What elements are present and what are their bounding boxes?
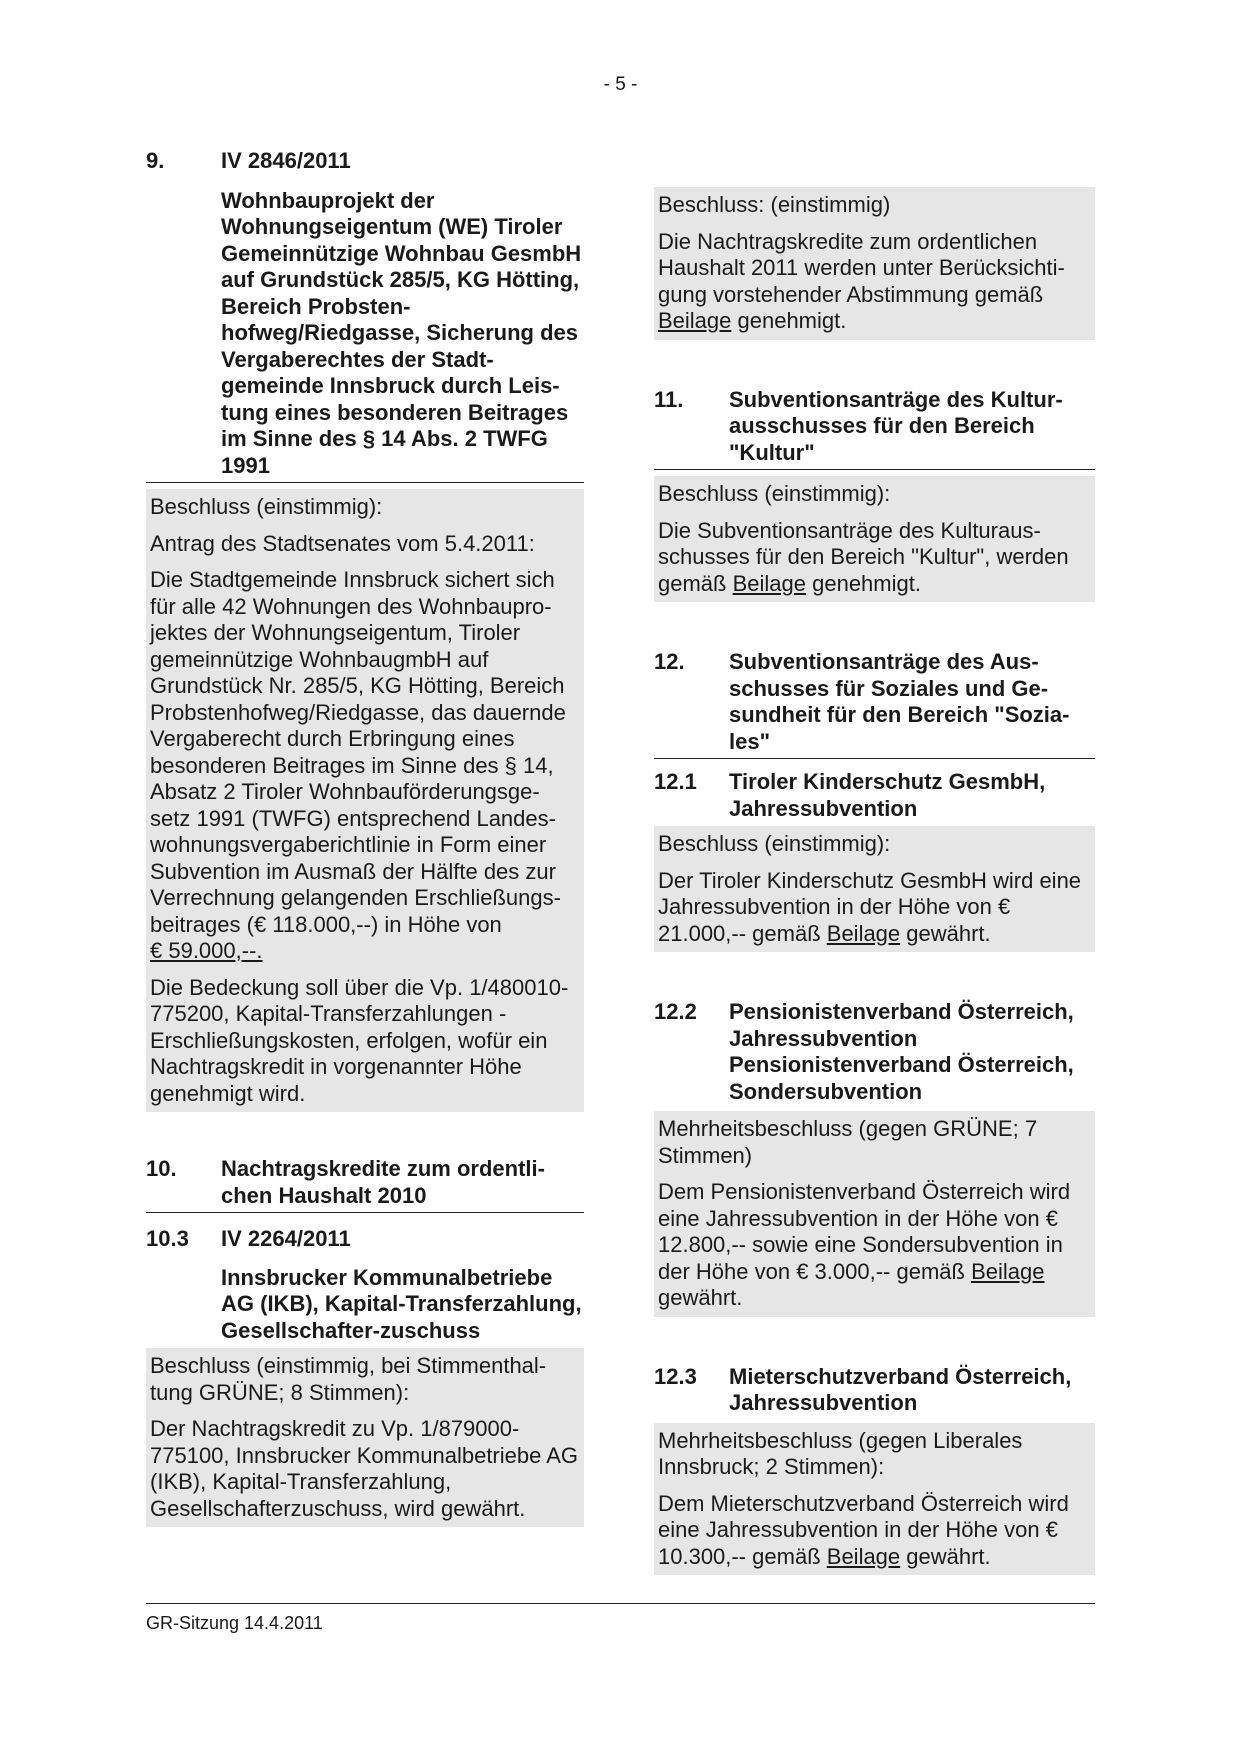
item-10-3-title-row [146,1265,584,1345]
item-12-1-resolution [654,826,1095,952]
item-12-1-heading [654,769,1095,822]
item-10-3-decision: Beschluss (einstimmig, bei Stimmenthal-tung GRÜNE; 8 Stimmen): [150,1353,547,1405]
beilage-link[interactable]: Beilage [732,570,806,596]
item-12-number: 12. [654,649,685,674]
item-12-3-tail: gewährt. [900,1543,991,1569]
item-9-body [150,562,580,970]
page-footer: GR-Sitzung 14.4.2011 [146,1603,1095,1637]
item-12-3-body [658,1486,1091,1576]
item-9-resolution [146,489,584,1112]
item-10-3-body: Der Nachtragskredit zu Vp. 1/879000-775100, Innsbrucker Kommunalbetriebe AG (IKB), Kapital-Transferzahlung, Gesellschafterzuschuss, wird gewährt. [150,1416,579,1521]
item-12-1-number: 12.1 [654,769,697,794]
item-11-title: Subventionsanträge des Kultur-ausschusses für den Bereich "Kultur" [729,386,1063,465]
item-12-2-body [658,1174,1091,1317]
item-10-3-resolution [146,1348,584,1527]
item-9-title: Wohnbauprojekt der Wohnungseigentum (WE) Tiroler Gemeinnützige Wohnbau GesmbH auf Grundstück 285/5, KG Hötting, Bereich Probsten-hofweg/Riedgasse, Sicherung des Vergaberechtes der Stadt-gemeinde Innsbruck durch Leis-tung eines besonderen Beitrages im Sinne des § 14 Abs. 2 TWFG 1991 [221,187,582,478]
item-10-3 [146,1226,584,1527]
item-9-reference: IV 2846/2011 [221,148,351,173]
item-11-number: 11. [654,386,684,412]
item-9-ref-row [146,148,584,175]
item-12-2 [654,999,1095,1317]
beilage-link[interactable]: Beilage [971,1258,1045,1284]
item-12-2-title: Pensionistenverband Österreich, Jahressubvention Pensionistenverband Österreich, Sondersubvention [729,999,1074,1104]
item-12-3-text: Dem Mieterschutzverband Österreich wird eine Jahressubvention in der Höhe von € 10.300,-- gemäß [658,1490,1069,1569]
item-11 [654,387,1095,603]
item-10-3-ref-row [146,1226,584,1253]
item-9-decision: Beschluss (einstimmig): [150,494,383,519]
item-10-heading [146,1156,584,1213]
item-12-2-resolution [654,1111,1095,1317]
item-12-3-number: 12.3 [654,1363,697,1389]
item-12-2-tail: gewährt. [658,1285,743,1310]
item-11-text: Die Subventionsanträge des Kulturaus-schusses für den Bereich "Kultur", werden gemäß [658,517,1069,596]
left-column [146,148,584,1527]
item-10-number: 10. [146,1156,177,1181]
item-12-3-title: Mieterschutzverband Österreich, Jahressubvention [729,1363,1072,1415]
item-12-2-text: Dem Pensionistenverband Österreich wird eine Jahressubvention in der Höhe von € 12.800,-- sowie eine Sondersubvention in der Höhe von € 3.000,-- gemäß [658,1179,1071,1284]
item-12-1-text: Der Tiroler Kinderschutz GesmbH wird eine Jahressubvention in der Höhe von € 21.000,-- gemäß [658,867,1082,946]
item-12-3-decision: Mehrheitsbeschluss (gegen Liberales Innsbruck; 2 Stimmen): [658,1427,1023,1479]
beilage-link[interactable]: Beilage [826,920,901,946]
item-12-1-title: Tiroler Kinderschutz GesmbH, Jahressubvention [729,769,1046,821]
item-11-body [658,513,1091,603]
item-10 [146,1156,584,1213]
item-9-title-row [146,188,584,484]
item-9-body-text: Die Stadtgemeinde Innsbruck sichert sich für alle 42 Wohnungen des Wohnbaupro-jektes der Wohnungseigentum, Tiroler gemeinnützige WohnbaugmbH auf Grundstück Nr. 285/5, KG Hötting, Bereich Probstenhofweg/Riedgasse, das dauernde Vergaberecht durch Erbringung eines besonderen Beitrages im Sinne des § 14, Absatz 2 Tiroler Wohnbauförderungsge-setz 1991 (TWFG) entsprechend Landes-wohnungsvergaberichtlinie in Form einer Subvention im Ausmaß der Hälfte des zur Verrechnung gelangenden Erschließungs-beitrages (€ 118.000,--) in Höhe von [150,567,566,937]
item-12-2-decision: Mehrheitsbeschluss (gegen GRÜNE; 7 Stimmen) [658,1116,1038,1168]
item-10-continued-resolution [654,187,1095,340]
item-9-number: 9. [146,148,165,173]
item-9 [146,148,584,1112]
item-12 [654,649,1095,759]
item-10-3-number: 10.3 [146,1226,189,1251]
item-9-motion: Antrag des Stadtsenates vom 5.4.2011: [150,530,535,556]
item-12-1-tail: gewährt. [900,920,991,946]
beilage-link[interactable]: Beilage [826,1543,901,1569]
item-12-heading [654,649,1095,759]
item-9-amount: € 59.000,--. [150,938,263,963]
item-11-decision: Beschluss (einstimmig): [658,481,891,506]
right-column [654,187,1095,1575]
item-12-3-heading [654,1364,1095,1417]
item-10-continued-body [658,224,1091,340]
beilage-link[interactable]: Beilage [658,308,732,333]
item-12-2-number: 12.2 [654,999,697,1024]
item-12-1-decision: Beschluss (einstimmig): [658,831,891,856]
item-12-1 [654,769,1095,952]
item-11-resolution [654,476,1095,602]
item-12-3 [654,1364,1095,1576]
item-11-heading [654,387,1095,471]
item-10-3-title: Innsbrucker Kommunalbetriebe AG (IKB), Kapital-Transferzahlung, Gesellschafter-zuschuss [221,1264,582,1343]
page-number: - 5 - [603,74,638,95]
item-10-continued-text: Die Nachtragskredite zum ordentlichen Haushalt 2011 werden unter Berücksichti-gung vorstehender Abstimmung gemäß [658,228,1065,307]
item-12-3-resolution [654,1423,1095,1576]
item-10-continued-decision: Beschluss: (einstimmig) [658,192,891,217]
item-12-title: Subventionsanträge des Aus-schusses für Soziales und Ge-sundheit für den Bereich "Sozia-les" [729,649,1070,754]
item-10-3-reference: IV 2264/2011 [221,1226,351,1251]
item-12-2-heading [654,999,1095,1105]
item-12-1-body [658,863,1091,953]
item-10-continued-tail: genehmigt. [731,308,847,333]
item-11-tail: genehmigt. [806,570,921,596]
item-10-title: Nachtragskredite zum ordentli-chen Haushalt 2010 [221,1156,545,1208]
item-9-coverage: Die Bedeckung soll über die Vp. 1/480010-775200, Kapital-Transferzahlungen - Erschließungskosten, erfolgen, wofür ein Nachtragskredit in vorgenannter Höhe genehmigt wird. [150,974,569,1106]
